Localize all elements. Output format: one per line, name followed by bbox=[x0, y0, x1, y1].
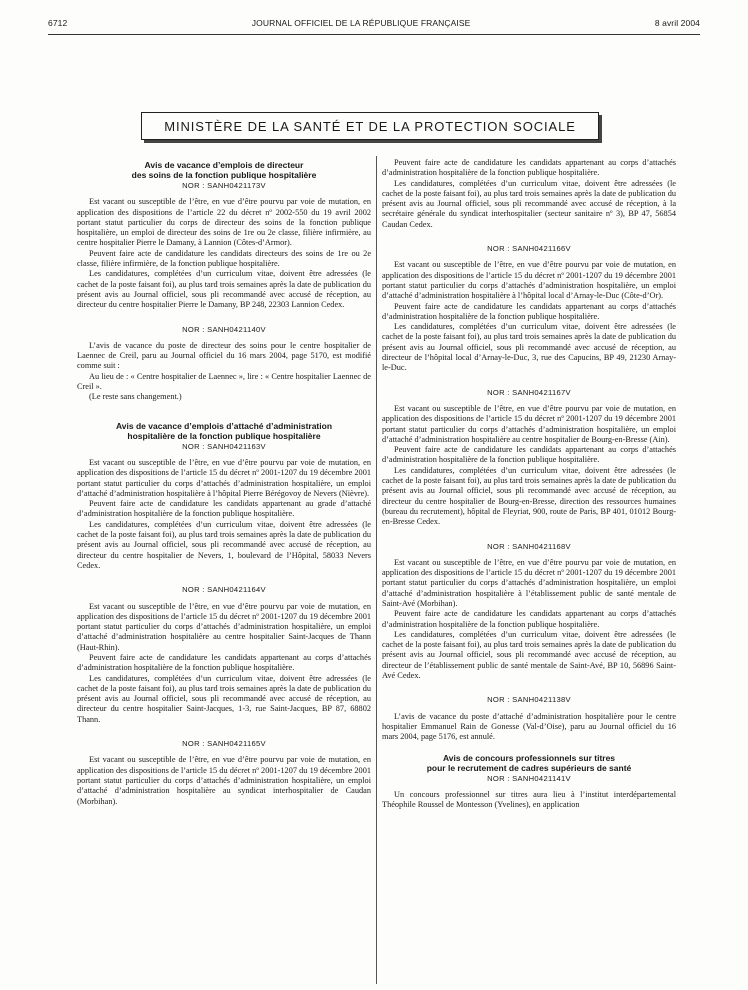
spacer bbox=[382, 743, 676, 751]
avis-title bbox=[77, 160, 371, 180]
nor-reference: NOR : SANH0421138V bbox=[487, 695, 571, 705]
ministry-heading bbox=[141, 112, 599, 140]
spacer bbox=[77, 403, 371, 419]
nor-reference: NOR : SANH0421141V bbox=[487, 773, 571, 783]
nor-reference: NOR : SANH0421140V bbox=[182, 324, 266, 334]
paragraph: Au lieu de : « Centre hospitalier de Laennec », lire : « Centre hospitalier Laennec de Creil ». bbox=[77, 371, 371, 392]
paragraph: Est vacant ou susceptible de l’être, en vue d’être pourvu par voie de mutation, en application des dispositions de l’article 15 du décret nº 2001-1207 du 19 décembre 2001 portant statut particulier du corps d’attachés d’administration hospitalière, un emploi d’attaché d’administration hospitalière à l’hôpital local d’Arnay-le-Duc (Côte-d’Or). bbox=[382, 260, 676, 301]
paragraph: Est vacant ou susceptible de l’être, en vue d’être pourvu par voie de mutation, en application des dispositions de l’article 15 du décret nº 2001-1207 du 19 décembre 2001 portant statut particulier du corps d’attachés d’administration hospitalière, un emploi d’attaché d’administration hospitalière au centre hospitalier de Bourg-en-Bresse (Ain). bbox=[382, 403, 676, 444]
paragraph: Les candidatures, complétées d’un curriculum vitae, doivent être adressées (le cachet de la poste faisant foi), au plus tard trois semaines après la date de publication du présent avis au Journal officiel, sous pli recommandé avec accusé de réception, au directeur du centre hospitalier Pierre le Damany, BP 248, 22303 Lannion Cedex. bbox=[77, 269, 371, 310]
paragraph: Peuvent faire acte de candidature les candidats appartenant au corps d’attachés d’administration hospitalière de la fonction publique hospitalière. bbox=[382, 445, 676, 465]
avis-title-line: Avis de vacance d’emplois de directeur bbox=[144, 160, 304, 170]
nor-reference: NOR : SANH0421168V bbox=[487, 541, 571, 551]
avis-title bbox=[77, 421, 371, 441]
avis-title-line: Avis de vacance d’emplois d’attaché d’administration bbox=[115, 420, 333, 431]
paragraph: Est vacant ou susceptible de l’être, en vue d’être pourvu par voie de mutation, en application des dispositions de l’article 15 du décret nº 2001-1207 du 19 décembre 2001 portant statut particulier du corps d’attachés d’administration hospitalière, un emploi d’attaché d’administration hospitalière au centre hospitalier Saint-Jacques de Thann (Haut-Rhin). bbox=[77, 601, 371, 652]
paragraph: Peuvent faire acte de candidature les candidats appartenant au corps d’attachés d’administration hospitalière de la fonction publique hospitalière. bbox=[382, 609, 676, 629]
issue-date: 8 avril 2004 bbox=[654, 18, 700, 28]
ministry-title: MINISTÈRE DE LA SANTÉ ET DE LA PROTECTION SOCIALE bbox=[164, 118, 576, 134]
left-column bbox=[77, 158, 371, 983]
journal-title: JOURNAL OFFICIEL DE LA RÉPUBLIQUE FRANÇAISE bbox=[251, 18, 471, 28]
nor-reference: NOR : SANH0421163V bbox=[182, 441, 266, 451]
paragraph: L’avis de vacance du poste d’attaché d’administration hospitalière pour le centre hospitalier Emmanuel Rain de Gonesse (Val-d’Oise), paru au Journal officiel du 16 mars 2004, page 5176, est annulé. bbox=[382, 711, 676, 742]
paragraph: Est vacant ou susceptible de l’être, en vue d’être pourvu par voie de mutation, en application des dispositions de l’article 15 du décret nº 2001-1207 du 19 décembre 2001 portant statut particulier du corps d’attachés d’administration hospitalière, un emploi d’attaché d’administration hospitalière au syndicat interhospitalier de Caudan (Morbihan). bbox=[77, 755, 371, 806]
avis-title-line: hospitalière de la fonction publique hospitalière bbox=[127, 430, 321, 441]
paragraph: (Le reste sans changement.) bbox=[89, 392, 182, 402]
avis-title-line: Avis de concours professionnels sur titres bbox=[442, 752, 616, 763]
paragraph: Les candidatures, complétées d’un curriculum vitae, doivent être adressées (le cachet de la poste faisant foi), au plus tard trois semaines après la date de publication du présent avis au Journal officiel, sous pli recommandé avec accusé de réception, au directeur de l’hôpital local d’Arnay-le-Duc, 3, rue des Capucins, BP 49, 21230 Arnay-le-Duc. bbox=[382, 322, 676, 373]
right-column bbox=[382, 158, 676, 983]
avis-title bbox=[382, 753, 676, 773]
paragraph: Peuvent faire acte de candidature les candidats appartenant au corps d’attachés d’administration hospitalière de la fonction publique hospitalière. bbox=[382, 301, 676, 321]
paragraph: Les candidatures, complétées d’un curriculum vitae, doivent être adressées (le cachet de la poste faisant foi), au plus tard trois semaines après la date de publication du présent avis au Journal officiel, sous pli recommandé avec accusé de réception, au directeur du centre hospitalier de Bourg-en-Bresse, direction des ressources humaines (bureau du recrutement), hôpital de Fleyriat, 900, route de Paris, BP 401, 01012 Bourg-en-Bresse Cedex. bbox=[382, 465, 676, 527]
avis-title-line: des soins de la fonction publique hospitalière bbox=[131, 170, 317, 180]
paragraph: Peuvent faire acte de candidature les candidats appartenant au corps d’attachés d’administration hospitalière de la fonction publique hospitalière. bbox=[382, 158, 676, 178]
header-rule bbox=[48, 34, 700, 35]
paragraph: Est vacant ou susceptible de l’être, en vue d’être pourvu par voie de mutation, en application des dispositions de l’article 22 du décret nº 2002-550 du 19 avril 2002 portant statut particulier du corps de directeur des soins de la fonction publique hospitalière, un emploi de directeur des soins de 1re ou 2e classe, filière infirmière, au centre hospitalier Pierre le Damany, à Lannion (Côtes-d’Armor). bbox=[77, 197, 371, 248]
nor-reference: NOR : SANH0421173V bbox=[182, 181, 266, 190]
paragraph: Peuvent faire acte de candidature les candidats directeurs des soins de 1re ou 2e classe, filière infirmière, de la fonction publique hospitalière. bbox=[77, 248, 371, 269]
paragraph: Les candidatures, complétées d’un curriculum vitae, doivent être adressées (le cachet de la poste faisant foi), au plus tard trois semaines après la date de publication du présent avis au Journal officiel, sous pli recommandé avec accusé de réception, à la secrétaire générale du syndicat interhospitalier (secteur sanitaire nº 3), BP 47, 56854 Caudan Cedex. bbox=[382, 178, 676, 229]
paragraph: Est vacant ou susceptible de l’être, en vue d’être pourvu par voie de mutation, en application des dispositions de l’article 15 du décret nº 2001-1207 du 19 décembre 2001 portant statut particulier du corps d’attachés d’administration hospitalière, un emploi d’attaché d’administration hospitalière à l’établissement public de santé mentale de Saint-Avé (Morbihan). bbox=[382, 557, 676, 608]
paragraph: Les candidatures, complétées d’un curriculum vitae, doivent être adressées (le cachet de la poste faisant foi), au plus tard trois semaines après la date de publication du présent avis au Journal officiel, sous pli recommandé avec accusé de réception, au directeur du centre hospitalier de Nevers, 1, boulevard de l’Hôpital, 58033 Nevers Cedex. bbox=[77, 519, 371, 570]
paragraph: Les candidatures, complétées d’un curriculum vitae, doivent être adressées (le cachet de la poste faisant foi), au plus tard trois semaines après la date de publication du présent avis au Journal officiel, sous pli recommandé avec accusé de réception, au directeur de l’établissement public de santé mentale de Saint-Avé, BP 10, 56896 Saint-Avé Cedex. bbox=[382, 629, 676, 681]
avis-title-line: pour le recrutement de cadres supérieurs de santé bbox=[426, 762, 632, 773]
page-header bbox=[48, 18, 700, 28]
paragraph: Peuvent faire acte de candidature les candidats appartenant au grade d’attaché d’administration hospitalière de la fonction publique hospitalière. bbox=[77, 499, 371, 519]
nor-reference: NOR : SANH0421166V bbox=[487, 244, 571, 254]
paragraph: Les candidatures, complétées d’un curriculum vitae, doivent être adressées (le cachet de la poste faisant foi), au plus tard trois semaines après la date de publication du présent avis au Journal officiel, sous pli recommandé avec accusé de réception, au directeur du centre hospitalier Saint-Jacques, 1-3, rue Saint-Jacques, BP 87, 68802 Thann. bbox=[77, 673, 371, 724]
page-number: 6712 bbox=[48, 18, 68, 28]
nor-reference: NOR : SANH0421167V bbox=[487, 387, 571, 397]
nor-reference: NOR : SANH0421164V bbox=[182, 585, 266, 595]
paragraph: Un concours professionnel sur titres aura lieu à l’institut interdépartemental Théophile Roussel de Montesson (Yvelines), en application bbox=[382, 789, 676, 810]
column-divider bbox=[376, 156, 377, 984]
paragraph: Peuvent faire acte de candidature les candidats appartenant au corps d’attachés d’administration hospitalière de la fonction publique hospitalière. bbox=[77, 652, 371, 673]
paragraph: L’avis de vacance du poste de directeur des soins pour le centre hospitalier de Laennec de Creil, paru au Journal officiel du 16 mars 2004, page 5170, est modifié comme suit : bbox=[77, 340, 371, 371]
nor-reference: NOR : SANH0421165V bbox=[182, 739, 266, 749]
paragraph: Est vacant ou susceptible de l’être, en vue d’être pourvu par voie de mutation, en application des dispositions de l’article 15 du décret nº 2001-1207 du 19 décembre 2001 portant statut particulier du corps d’attachés d’administration hospitalière, un emploi d’attaché d’administration hospitalière à l’hôpital Pierre Bérégovoy de Nevers (Nièvre). bbox=[77, 457, 371, 498]
